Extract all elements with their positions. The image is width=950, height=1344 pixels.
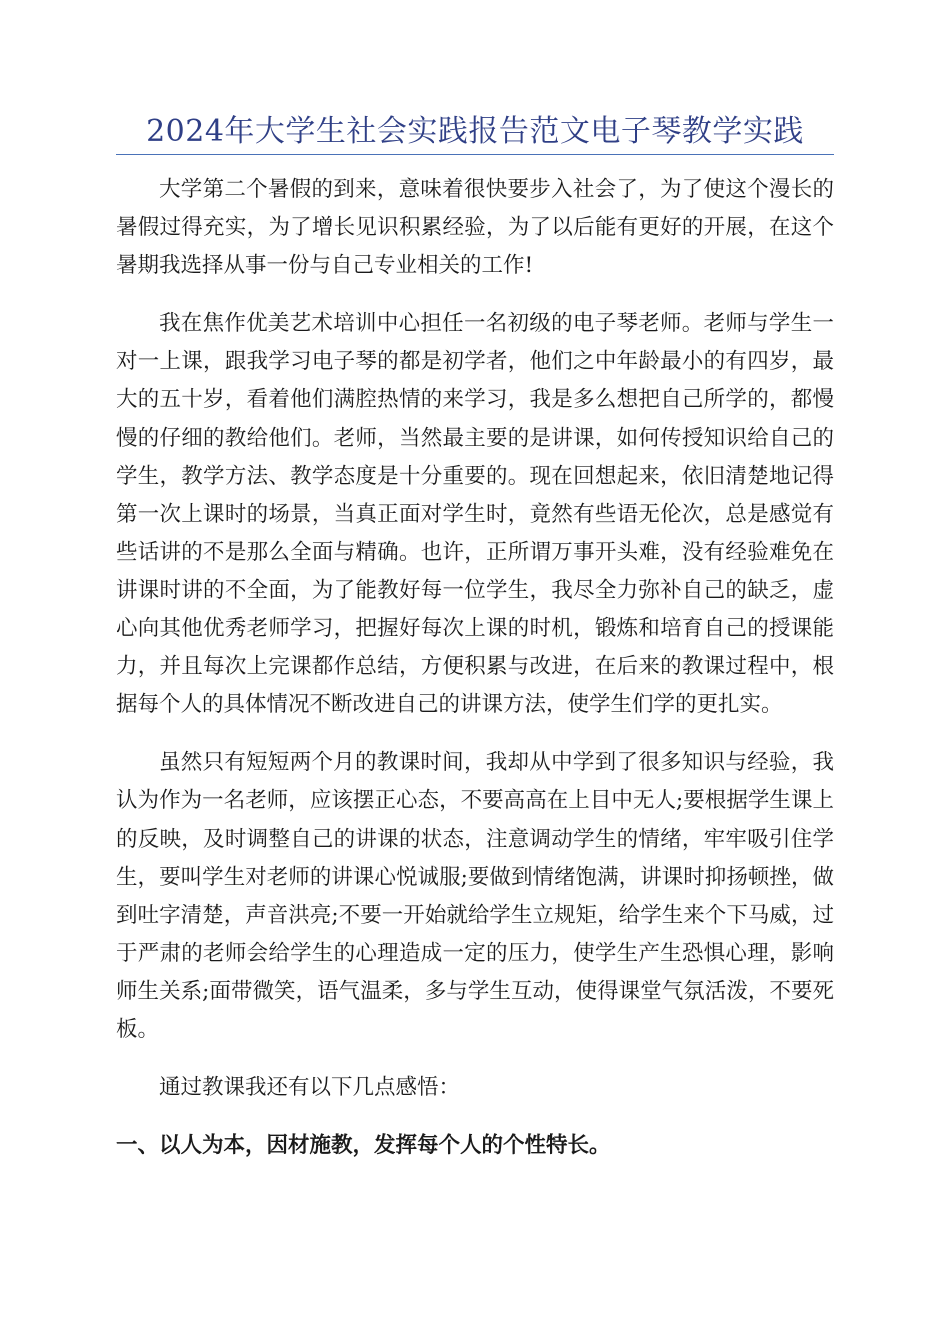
document-title: 2024年大学生社会实践报告范文电子琴教学实践 [146,114,804,149]
title-underline [116,154,834,155]
section-heading-1: 一、以人为本，因材施教，发挥每个人的个性特长。 [116,1133,611,1159]
paragraph-intro: 大学第二个暑假的到来，意味着很快要步入社会了，为了使这个漫长的暑假过得充实，为了增长见识积累经验，为了以后能有更好的开展，在这个暑期我选择从事一份与自己专业相关的工作! [116,177,834,279]
paragraph-lessons-learned: 虽然只有短短两个月的教课时间，我却从中学到了很多知识与经验，我认为作为一名老师，应该摆正心态，不要高高在上目中无人;要根据学生课上的反映，及时调整自己的讲课的状态，注意调动学生的情绪，牢牢吸引住学生，要叫学生对老师的讲课心悦诚服;要做到情绪饱满，讲课时抑扬顿挫，做到吐字清楚，声音洪亮;不要一开始就给学生立规矩，给学生来个下马威，过于严肃的老师会给学生的心理造成一定的压力，使学生产生恐惧心理，影响师生关系;面带微笑，语气温柔，多与学生互动，使得课堂气氛活泼，不要死板。 [116,750,834,1042]
document-body [116,171,834,1165]
paragraph-teaching-experience: 我在焦作优美艺术培训中心担任一名初级的电子琴老师。老师与学生一对一上课，跟我学习电子琴的都是初学者，他们之中年龄最小的有四岁，最大的五十岁，看着他们满腔热情的来学习，我是多么想把自己所学的，都慢慢的仔细的教给他们。老师，当然最主要的是讲课，如何传授知识给自己的学生，教学方法、教学态度是十分重要的。现在回想起来，依旧清楚地记得第一次上课时的场景，当真正面对学生时，竟然有些语无伦次，总是感觉有些话讲的不是那么全面与精确。也许，正所谓万事开头难，没有经验难免在讲课时讲的不全面，为了能教好每一位学生，我尽全力弥补自己的缺乏，虚心向其他优秀老师学习，把握好每次上课的时机，锻炼和培育自己的授课能力，并且每次上完课都作总结，方便积累与改进，在后来的教课过程中，根据每个人的具体情况不断改进自己的讲课方法，使学生们学的更扎实。 [116,311,834,718]
paragraph-reflections-lead: 通过教课我还有以下几点感悟： [159,1075,461,1101]
